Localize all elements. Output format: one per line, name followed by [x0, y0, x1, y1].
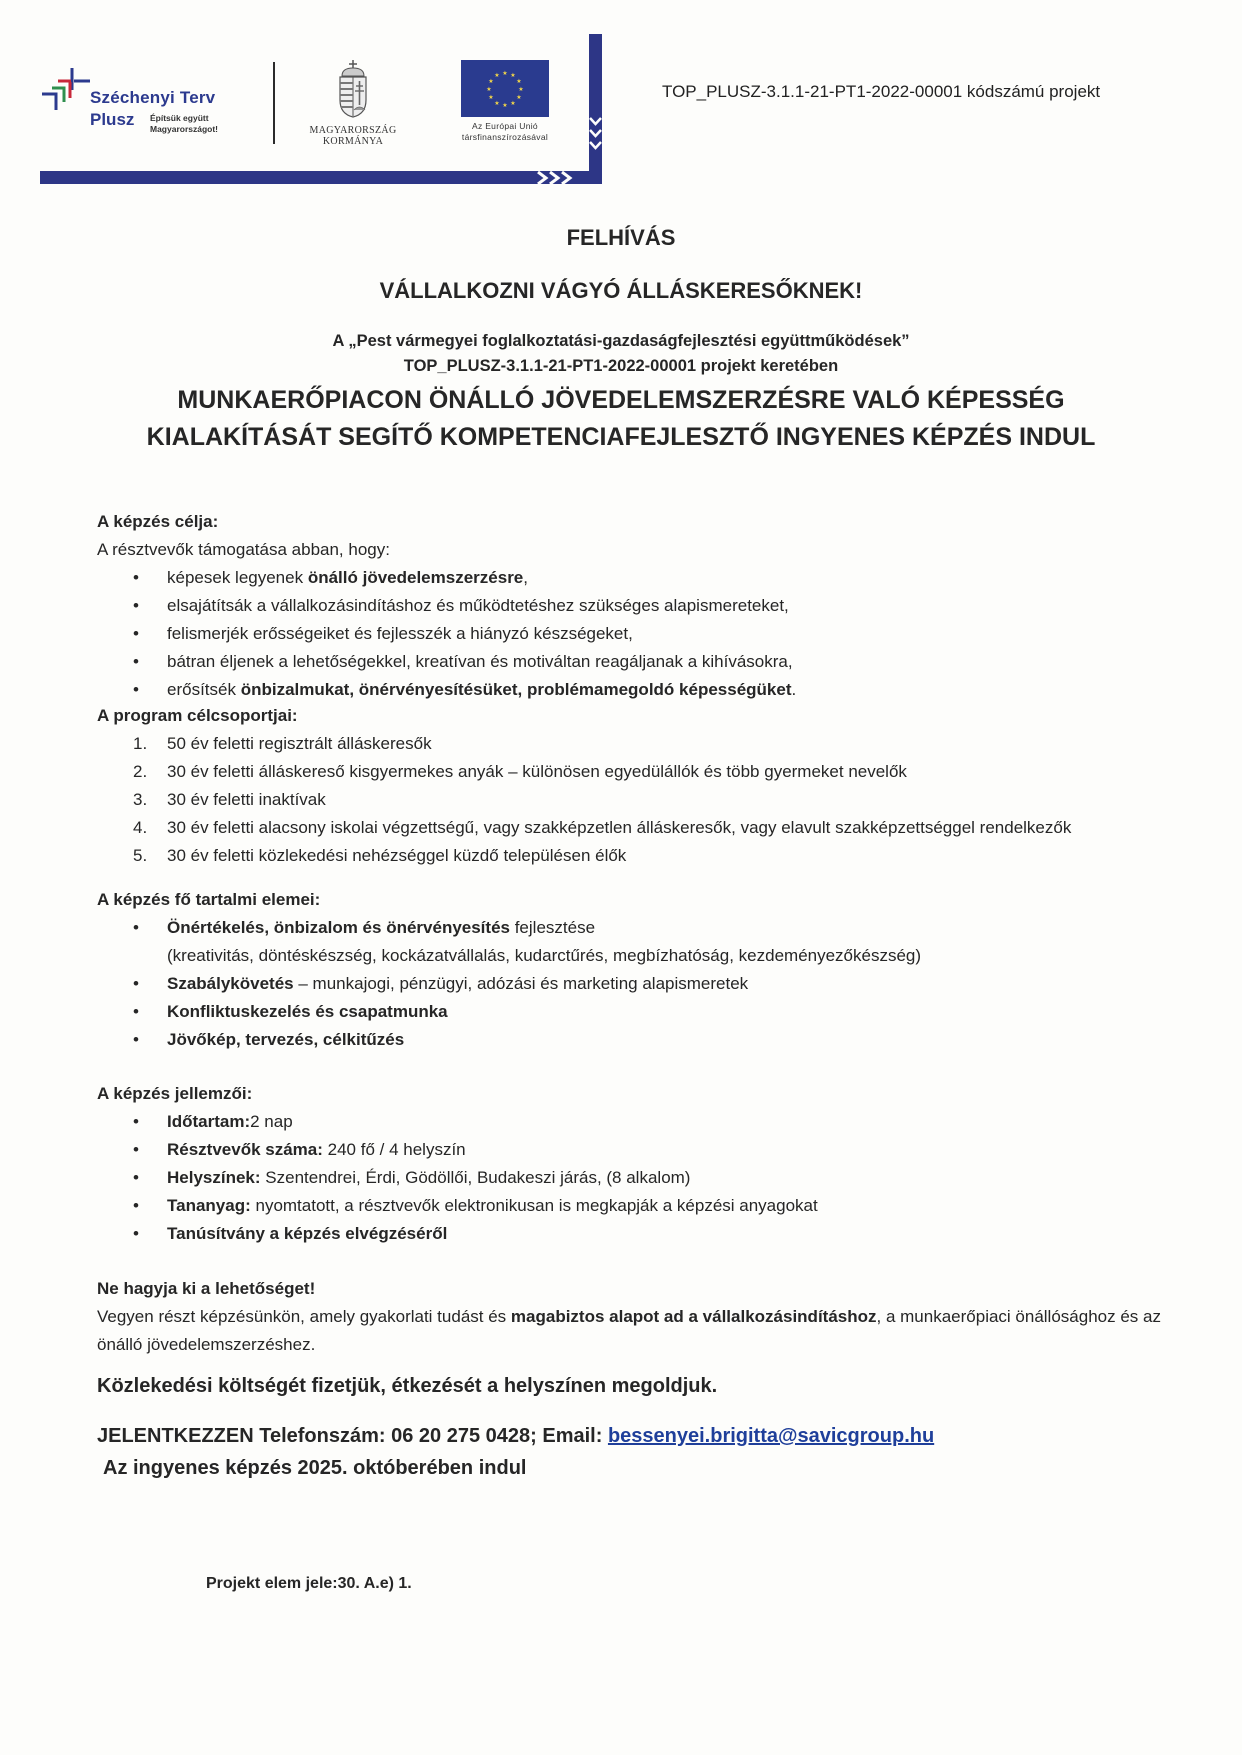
chevron-right-icon — [536, 170, 590, 186]
logo-divider — [273, 62, 275, 144]
european-union-logo — [440, 60, 570, 150]
section-heading: A képzés fő tartalmi elemei: — [97, 890, 321, 909]
content-elements-section — [97, 886, 1177, 1054]
list-item: 4. 30 év feletti alacsony iskolai végzettségű, vagy szakképzetlen álláskeresők, vagy elavult szakképzettséggel rendelkezők — [133, 818, 1072, 837]
email-link[interactable]: bessenyei.brigitta@savicgroup.hu — [607, 1425, 935, 1447]
project-context-line2: TOP_PLUSZ-3.1.1-21-PT1-2022-00001 projekt keretében — [403, 357, 839, 375]
gov-line2: KORMÁNYA — [322, 136, 384, 147]
szechenyi-title: Széchenyi Terv — [90, 88, 216, 107]
announcement-title: FELHÍVÁS — [566, 225, 676, 250]
svg-text:★: ★ — [516, 94, 522, 101]
gov-line1: MAGYARORSZÁG — [309, 125, 397, 136]
audience-heading: VÁLLALKOZNI VÁGYÓ ÁLLÁSKERESŐKNEK! — [379, 278, 863, 303]
list-item: • Időtartam:2 nap — [97, 1108, 1177, 1136]
section-heading: A program célcsoportjai: — [97, 706, 298, 725]
svg-text:★: ★ — [518, 86, 524, 93]
transport-meal-note: Közlekedési költségét fizetjük, étkezését a helyszínen megoldjuk. — [97, 1375, 718, 1397]
goal-intro: A résztvevők támogatása abban, hogy: — [97, 540, 390, 559]
goal-list — [97, 564, 1177, 704]
list-item: • Szabálykövetés – munkajogi, pénzügyi, adózási és marketing alapismeretek — [97, 970, 1177, 998]
list-item: 3. 30 év feletti inaktívak — [133, 790, 326, 809]
list-item: 2. 30 év feletti álláskereső kisgyermekes anyák – különösen egyedülállók és több gyermeket nevelők — [133, 762, 907, 781]
features-list — [97, 1108, 1177, 1248]
svg-text:★: ★ — [502, 102, 508, 109]
eu-line2: társfinanszírozásával — [461, 132, 549, 142]
start-date: Az ingyenes képzés 2025. októberében indul — [103, 1457, 527, 1479]
list-item: • felismerjék erősségeiket és fejlesszék a hiányzó készségeket, — [97, 620, 1177, 648]
list-item: • elsajátítsák a vállalkozásindításhoz és működtetéshez szükséges alapismereteket, — [97, 592, 1177, 620]
section-heading: Ne hagyja ki a lehetőséget! — [97, 1279, 316, 1298]
project-code-label: TOP_PLUSZ-3.1.1-21-PT1-2022-00001 kódszámú projekt — [662, 82, 1101, 101]
target-groups-section — [97, 702, 1177, 870]
chevron-down-icon — [589, 116, 602, 156]
content-elements-list — [97, 914, 1177, 1054]
opportunity-text: Vegyen részt képzésünkön, amely gyakorlati tudást és magabiztos alapot ad a vállalkozásindításhoz, a munkaerőpiaci önállósághoz és az önálló jövedelemszerzéshez. — [97, 1307, 1161, 1354]
contact-line — [97, 1420, 1177, 1452]
list-item: • Helyszínek: Szentendrei, Érdi, Gödöllői, Budakeszi járás, (8 alkalom) — [97, 1164, 1177, 1192]
eu-label — [440, 121, 570, 143]
list-item: • Önértékelés, önbizalom és önérvényesítés fejlesztése (kreativitás, döntéskészség, kockázatvállalás, kudarctűrés, megbízhatóság, kezdeményezőkészség) — [97, 914, 1177, 970]
list-item: 1. 50 év feletti regisztrált álláskeresők — [133, 734, 432, 753]
section-heading: A képzés jellemzői: — [97, 1084, 253, 1103]
list-item: • erősítsék önbizalmukat, önérvényesítésüket, problémamegoldó képességüket. — [97, 676, 1177, 704]
svg-text:★: ★ — [488, 94, 494, 101]
svg-text:★: ★ — [494, 72, 500, 79]
szechenyi-plus: Plusz — [90, 110, 135, 129]
list-item: • bátran éljenek a lehetőségekkel, kreatívan és motiváltan reagáljanak a kihívásokra, — [97, 648, 1177, 676]
svg-text:★: ★ — [488, 78, 494, 85]
government-label — [298, 125, 408, 147]
list-item: • Tanúsítvány a képzés elvégzéséről — [97, 1220, 1177, 1248]
section-heading: A képzés célja: — [97, 512, 219, 531]
svg-text:★: ★ — [516, 78, 522, 85]
opportunity-section — [97, 1275, 1177, 1359]
contact-section — [97, 1420, 1177, 1484]
list-item: • képesek legyenek önálló jövedelemszerzésre, — [97, 564, 1177, 592]
hungarian-government-logo — [298, 60, 408, 150]
svg-text:★: ★ — [502, 70, 508, 77]
svg-text:★: ★ — [510, 100, 516, 107]
project-element-code: Projekt elem jele:30. A.e) 1. — [206, 1575, 412, 1592]
training-goal-section — [97, 508, 1177, 704]
training-features-section — [97, 1080, 1177, 1248]
list-item: • Konfliktuskezelés és csapatmunka — [97, 998, 1177, 1026]
project-context-line1: A „Pest vármegyei foglalkoztatási-gazdaságfejlesztési együttműködések” — [332, 332, 910, 350]
list-item: 5. 30 év feletti közlekedési nehézséggel küzdő településen élők — [133, 846, 627, 865]
list-item: • Jövőkép, tervezés, célkitűzés — [97, 1026, 1177, 1054]
szechenyi-slogan — [150, 113, 218, 135]
target-groups-list — [97, 730, 1177, 870]
list-item: • Tananyag: nyomtatott, a résztvevők elektronikusan is megkapják a képzési anyagokat — [97, 1192, 1177, 1220]
eu-line1: Az Európai Unió — [472, 121, 538, 131]
svg-text:★: ★ — [486, 86, 492, 93]
coat-of-arms-icon — [336, 60, 370, 118]
vertical-brand-bar — [589, 34, 602, 184]
slogan-line1: Építsük együtt — [150, 113, 209, 123]
list-item: • Résztvevők száma: 240 fő / 4 helyszín — [97, 1136, 1177, 1164]
svg-text:★: ★ — [494, 100, 500, 107]
svg-text:★: ★ — [510, 72, 516, 79]
szechenyi-terv-logo — [40, 68, 270, 148]
eu-flag-icon — [461, 60, 549, 117]
contact-label: JELENTKEZZEN Telefonszám: 06 20 275 0428; Email: — [97, 1425, 608, 1447]
horizontal-brand-bar — [40, 171, 590, 184]
slogan-line2: Magyarországot! — [150, 124, 219, 134]
training-main-title: MUNKAERŐPIACON ÖNÁLLÓ JÖVEDELEMSZERZÉSRE VALÓ KÉPESSÉG KIALAKÍTÁSÁT SEGÍTŐ KOMPETENCIAFEJLESZTŐ INGYENES KÉPZÉS INDUL — [146, 386, 1096, 451]
header-logo-banner — [0, 0, 1242, 200]
